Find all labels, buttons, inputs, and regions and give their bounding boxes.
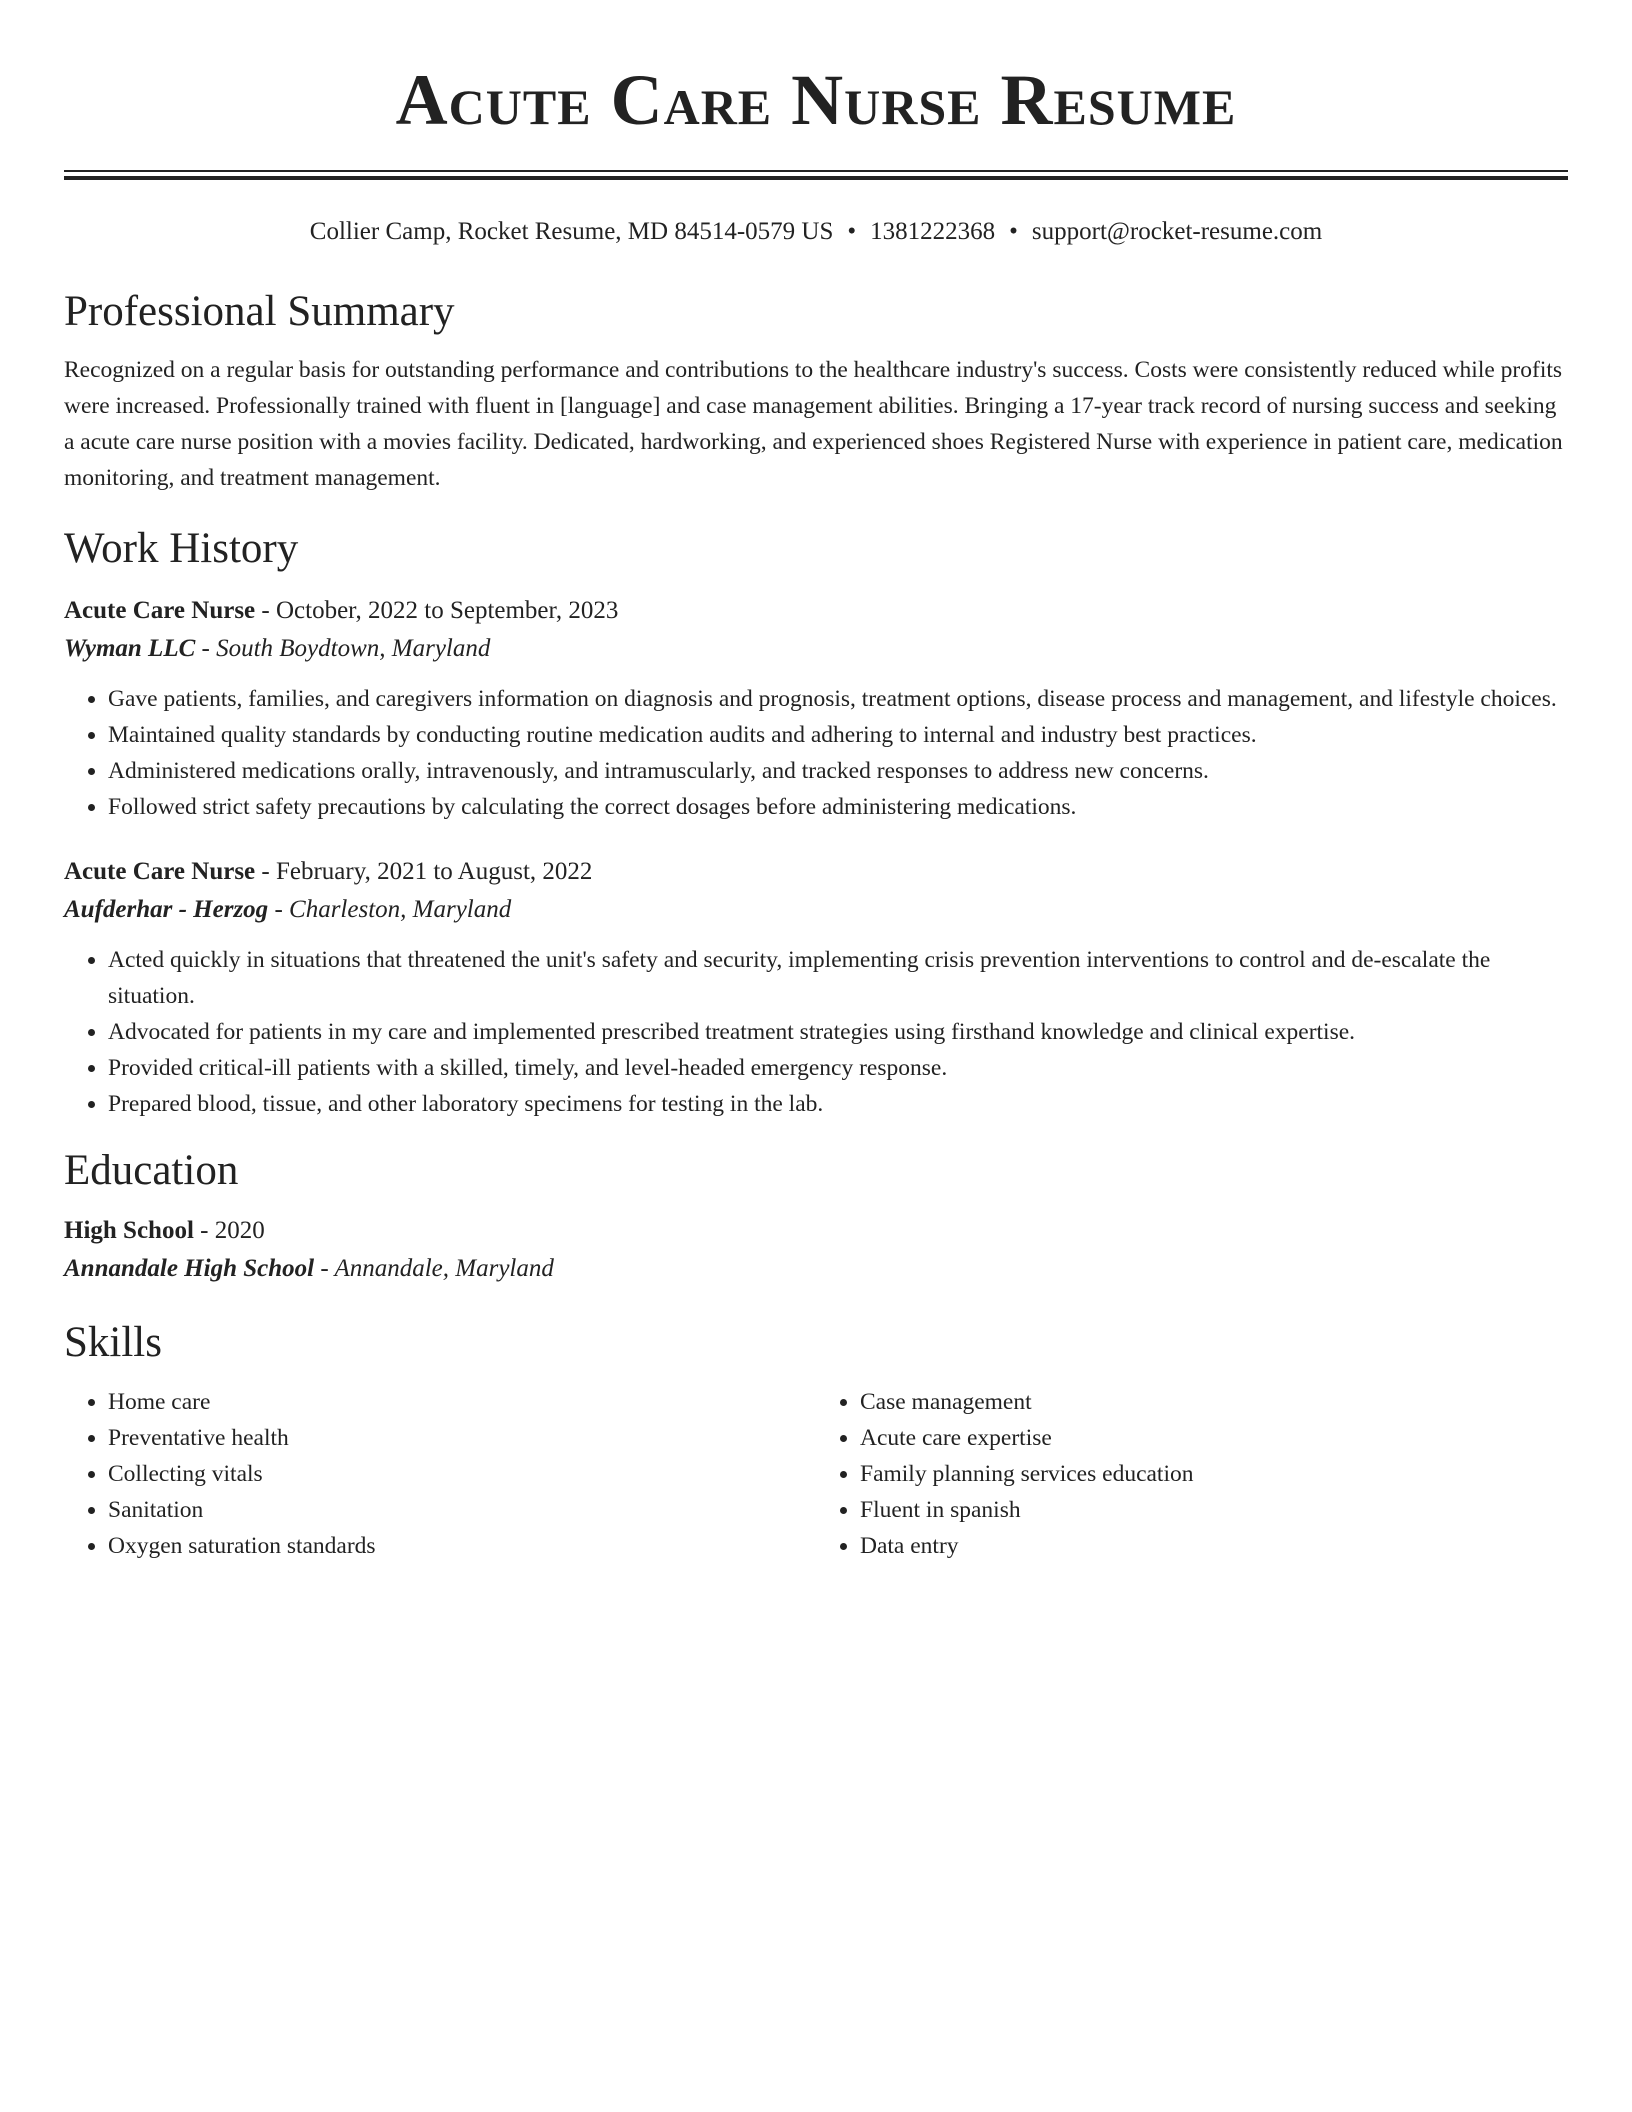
summary-section	[64, 285, 1568, 496]
job-dates: - February, 2021 to August, 2022	[255, 858, 593, 885]
job-duties-list	[64, 942, 1568, 1122]
job-role: Acute Care Nurse	[64, 858, 256, 885]
education-degree-line	[64, 1212, 1568, 1250]
summary-heading: Professional Summary	[64, 288, 455, 335]
skill-item: • Acute care expertise	[860, 1420, 1568, 1456]
education-location: - Annandale, Maryland	[314, 1255, 554, 1282]
skill-item: • Data entry	[860, 1528, 1568, 1564]
education-school: Annandale High School	[64, 1255, 315, 1282]
job-dates: - October, 2022 to September, 2023	[255, 597, 619, 624]
skills-column-left	[64, 1384, 816, 1564]
job-duty: • Acted quickly in situations that threatened the unit's safety and security, implementing crisis prevention interventions to control and de-escalate the situation.	[108, 942, 1568, 1014]
job-entry	[64, 592, 1568, 825]
job-duty: • Provided critical-ill patients with a skilled, timely, and level-headed emergency response.	[108, 1050, 1568, 1086]
work-history-heading: Work History	[64, 525, 299, 572]
education-year: - 2020	[193, 1217, 265, 1244]
job-employer: Wyman LLC	[64, 635, 196, 662]
skill-item: • Case management	[860, 1384, 1568, 1420]
summary-text: Recognized on a regular basis for outstanding performance and contributions to the healthcare industry's success. Costs were consistently reduced while profits were increased. Professionally trained with fluent in [language] and case management abilities. Bringing a 17-year track record of nursing success and seeking a acute care nurse position with a movies facility. Dedicated, hardworking, and experienced shoes Registered Nurse with experience in patient care, medication monitoring, and treatment management.	[64, 357, 1563, 491]
title-divider	[64, 170, 1568, 180]
skills-section	[64, 1316, 1568, 1564]
job-duty: • Gave patients, families, and caregivers information on diagnosis and prognosis, treatment options, disease process and management, and lifestyle choices.	[108, 681, 1568, 717]
skill-item: • Oxygen saturation standards	[108, 1528, 816, 1564]
job-duty: • Maintained quality standards by conducting routine medication audits and adhering to internal and industry best practices.	[108, 717, 1568, 753]
education-heading: Education	[64, 1147, 239, 1194]
job-duty: • Prepared blood, tissue, and other laboratory specimens for testing in the lab.	[108, 1086, 1568, 1122]
education-section	[64, 1144, 1568, 1288]
contact-line	[64, 215, 1568, 249]
job-employer: Aufderhar - Herzog	[64, 896, 269, 923]
skills-grid	[64, 1384, 1568, 1564]
job-employer-line	[64, 891, 1568, 929]
job-duty: • Advocated for patients in my care and implemented prescribed treatment strategies using firsthand knowledge and clinical expertise.	[108, 1014, 1568, 1050]
contact-phone: 1381222368	[870, 218, 996, 245]
job-location: - Charleston, Maryland	[268, 896, 512, 923]
skill-item: • Home care	[108, 1384, 816, 1420]
skills-heading: Skills	[64, 1319, 162, 1366]
education-entry	[64, 1212, 1568, 1288]
skills-column-right	[816, 1384, 1568, 1564]
skill-item: • Collecting vitals	[108, 1456, 816, 1492]
job-title-line	[64, 592, 1568, 630]
job-location: - South Boydtown, Maryland	[195, 635, 491, 662]
contact-address: Collier Camp, Rocket Resume, MD 84514-0579 US	[309, 218, 834, 245]
skill-item: • Preventative health	[108, 1420, 816, 1456]
contact-separator: •	[1009, 218, 1018, 245]
skill-item: • Sanitation	[108, 1492, 816, 1528]
job-duty: • Administered medications orally, intravenously, and intramuscularly, and tracked responses to address new concerns.	[108, 753, 1568, 789]
contact-email: support@rocket-resume.com	[1031, 218, 1323, 245]
job-employer-line	[64, 630, 1568, 668]
resume-title: Acute Care Nurse Resume	[395, 60, 1237, 140]
skill-item: • Fluent in spanish	[860, 1492, 1568, 1528]
education-school-line	[64, 1250, 1568, 1288]
skill-item: • Family planning services education	[860, 1456, 1568, 1492]
job-title-line	[64, 853, 1568, 891]
job-entry	[64, 853, 1568, 1122]
job-duty: • Followed strict safety precautions by calculating the correct dosages before administering medications.	[108, 789, 1568, 825]
contact-separator: •	[847, 218, 857, 245]
job-duties-list	[64, 681, 1568, 825]
job-role: Acute Care Nurse	[64, 597, 256, 624]
work-history-section	[64, 522, 1568, 1122]
education-degree: High School	[64, 1217, 194, 1244]
